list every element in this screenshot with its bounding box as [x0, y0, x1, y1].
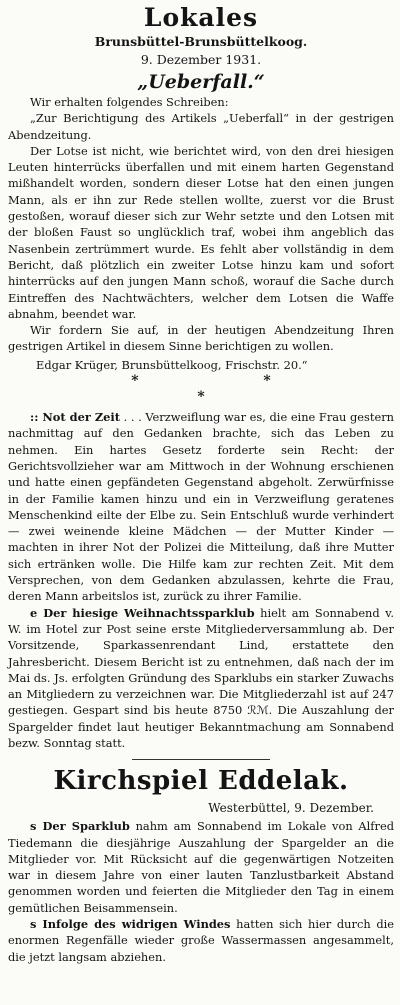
article-lead: s Infolge des widrigen Windes [30, 917, 231, 932]
dateline: Westerbüttel, 9. Dezember. [208, 801, 374, 816]
section-masthead-lokales: Lokales [143, 3, 259, 32]
article-widriger-wind [8, 916, 394, 965]
article-body: hielt am Sonnabend v. W. im Hotel zur Post seine erste Mitgliederversammlung ab. Der Vorsitzende, Sparkassenrendant Lind, erstattete den Jahresbericht. Diesem Bericht ist zu entnehmen, daß nach der im Mai ds. Js. erfolgten Gründung des Sparklubs ein starker Zuwachs an Mitgliedern zu verzeichnen war. Die Mitgliederzahl ist auf 247 gestiegen. Gespart sind bis heute 8750 ℛℳ. Die Auszahlung der Spargelder findet laut heutiger Bekanntmachung am Sonnabend bezw. Sonntag statt. [8, 605, 394, 750]
article-body: nahm am Sonnabend im Lokale von Alfred Tiedemann die diesjährige Auszahlung der Spargelder an die Mitglieder vor. Mit Rücksicht auf die gegenwärtigen Notzeiten war in diesem Jahre von einer lauten Tanzlustbarkeit Abstand genommen worden und feierten die Mitglieder den Tag in einem gemütlichen Beisammensein. [8, 819, 394, 915]
article-paragraph: „Zur Berichtigung des Artikels „Ueberfall“ in der gestrigen Abendzeitung. [8, 111, 394, 142]
article-paragraph [8, 818, 394, 916]
article-headline: „Ueberfall.“ [137, 71, 265, 93]
article-lead: :: Not der Zeit [30, 410, 120, 425]
article-lead: e Der hiesige Weihnachtssparklub [30, 605, 255, 620]
article-sparklub [8, 818, 394, 916]
article-paragraph [8, 916, 394, 965]
article-paragraph: Wir fordern Sie auf, in der heutigen Abendzeitung Ihren gestrigen Artikel in diesem Sinne berichtigen zu wollen. [8, 323, 394, 354]
section-masthead-eddelak: Kirchspiel Eddelak. [53, 766, 349, 797]
article-body: . . . Verzweiflung war es, die eine Frau gestern nachmittag auf den Gedanken brachte, sich das Leben zu nehmen. Ein hartes Gesetz forderte sein Recht: der Gerichtsvollzieher war am Mittwoch in der Wohnung erschienen und hatte einen gepfändeten Gegenstand abgeholt. Zerwürfnisse in der Familie kamen hinzu und ein in Verzweiflung geratenes Menschenkind eilte der Elbe zu. Sein Entschluß wurde verhindert — zwei weinende kleine Mädchen — der Mutter Kinder — machten in ihrer Not der Polizei die Mitteilung, daß ihre Mutter sich ertränken wolle. Die Hilfe kam zur rechten Zeit. Mit dem Versprechen, von dem Gedanken abzulassen, kehrte die Frau, deren Mann arbeitslos ist, zurück zu ihrer Familie. [8, 410, 394, 604]
article-body: hatten sich hier durch die enormen Regenfälle wieder große Wassermassen angesammelt, die jetzt langsam abziehen. [8, 917, 395, 964]
section-divider-stars: * * * [131, 373, 331, 406]
article-not-der-zeit [8, 409, 394, 605]
article-paragraph [8, 409, 394, 605]
locality-subtitle: Brunsbüttel-Brunsbüttelkoog. [94, 34, 308, 49]
article-paragraph: Der Lotse ist nicht, wie berichtet wird, von den drei hiesigen Leuten hinterrücks überfallen und mit einem harten Gegenstand mißhandelt worden, sondern dieser Lotse hat den einen jungen Mann, als er ihn zur Rede stellen wollte, zuerst vor die Brust gestoßen, worauf dieser sich zur Wehr setzte und den Lotsen mit der bloßen Faust so unglücklich traf, wobei ihm angeblich das Nasenbein zertrümmert wurde. Es fehlt aber vollständig in dem Bericht, daß plötzlich ein zweiter Lotse hinzu kam und sofort hinterrücks auf den jungen Mann schoß, worauf die Sache durch Eintreffen des Nachtwächters, welcher dem Lotsen die Waffe abnahm, beendet war. [8, 143, 394, 321]
article-paragraph [8, 605, 394, 752]
article-ueberfall [8, 70, 394, 405]
section-divider-rule [132, 759, 271, 760]
issue-date: 9. Dezember 1931. [140, 52, 262, 67]
article-lead: s Der Sparklub [30, 819, 130, 834]
article-intro: Wir erhalten folgendes Schreiben: [30, 95, 229, 109]
article-weihnachtssparklub [8, 605, 394, 752]
letter-signature: Edgar Krüger, Brunsbüttelkoog, Frischstr. 20.“ [36, 357, 308, 372]
